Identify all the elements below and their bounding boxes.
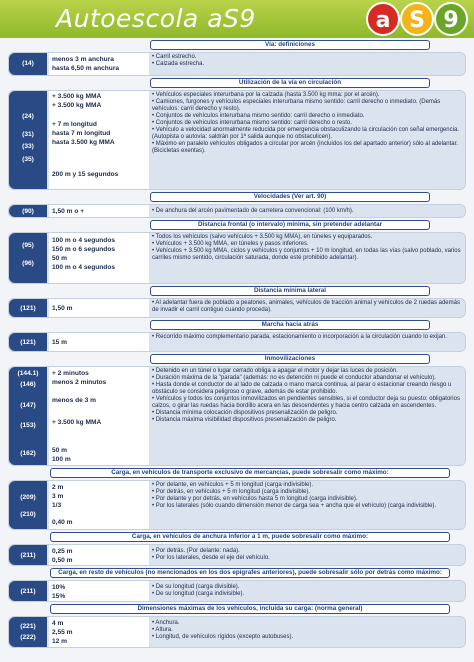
values-column [49, 233, 149, 283]
values-column [49, 205, 149, 217]
section-title: Dimensiones máximas de los vehículos, incluida su carga: (norma general) [50, 604, 450, 614]
article-ref: (221) [20, 623, 36, 630]
section-row [8, 232, 466, 284]
article-refs [9, 205, 47, 217]
description-line: • Por detrás, en vehículos + 5 m longitud (carga indivisible). [152, 488, 311, 495]
article-ref: (144.1) [17, 370, 39, 377]
article-refs [9, 367, 47, 465]
value: 0,25 m [52, 548, 73, 555]
value: + 3.500 kg MMA [52, 102, 102, 109]
article-refs [9, 91, 47, 189]
section-title: Velocidades (Ver art. 90) [150, 192, 430, 202]
article-refs [9, 481, 47, 529]
values-column [49, 617, 149, 647]
values-column [49, 299, 149, 317]
description-line: • Conjuntos de vehículos interurbana mismo sentido: carril derecho o inmediato. [152, 112, 365, 119]
description-line: • De anchura del arcén pavimentado de carretera convencional: (100 km/h). [152, 208, 354, 214]
value: 2,55 m [52, 629, 73, 636]
section-row [8, 52, 466, 76]
value: menos 3 m anchura [52, 56, 114, 63]
value: 1,50 m [52, 305, 73, 312]
description-line: • Detenido en un túnel o lugar cerrado obliga a apagar el motor y dejar las luces de posición. [152, 368, 398, 374]
values-column [49, 545, 149, 565]
value: menos de 3 m [52, 397, 96, 404]
article-refs [9, 233, 47, 283]
value: 10% [52, 584, 66, 591]
article-ref: (35) [22, 156, 34, 163]
description-line: • Conjuntos de vehículos interurbana mismo sentido: carril derecho o resto. [152, 119, 352, 126]
section-title: Marcha hacia atrás [150, 320, 430, 330]
description-line: • Por detrás. (Por delante: nada). [152, 548, 240, 554]
section-title: Distancia frontal (o intervalo) mínima, sin pretender adelantar [150, 220, 430, 230]
value: 50 m [52, 447, 68, 454]
article-refs [9, 333, 47, 351]
article-ref: (146) [20, 381, 36, 388]
article-ref: (14) [22, 60, 34, 67]
value: 100 m [52, 456, 71, 463]
values-column [49, 581, 149, 601]
value: + 7 m longitud [52, 121, 97, 128]
description-line: • Vehículos + 3.500 kg MMA, en túneles y pasos inferiores. [152, 240, 309, 247]
value: 15 m [52, 339, 68, 346]
section-title: Carga, en resto de vehículos (no mencionados en los dos epígrafes anteriores), puede sobresalir sólo por detrás como máximo: [50, 568, 450, 578]
article-ref: (222) [20, 634, 36, 641]
description-line: • Por los laterales (sólo cuando dimensión menor de carga sea + ancha que el vehículo) (carga indivisible). [152, 502, 437, 509]
description-line: • Por delante y por detrás, en vehículos hasta 5 m longitud (carga indivisible). [152, 495, 358, 502]
description-line: • Altura. [152, 626, 173, 633]
brand-title: Autoescola aS9 [56, 4, 256, 33]
section-distancia-frontal [0, 220, 474, 284]
description-line: • Camiones, furgones y vehículos especiales interurbana mismo sentido: carril derecho o inmediato. (Demás vehículos: carril derecho y resto). [152, 98, 441, 112]
article-ref: (211) [20, 552, 36, 559]
description [152, 548, 464, 562]
article-ref: (162) [20, 450, 36, 457]
section-distancia-lateral [0, 286, 474, 318]
article-ref: (90) [22, 208, 34, 215]
header-bar [0, 0, 474, 38]
section-row [8, 298, 466, 318]
value: hasta 7 m longitud [52, 130, 111, 137]
section-velocidades [0, 192, 474, 218]
brand-logo [366, 2, 470, 36]
section-row [8, 332, 466, 352]
value: 12 m [52, 638, 68, 645]
description-line: • Vehículos + 3.500 kg MMA, ciclos y vehículos y conjuntos + 10 m longitud, en todas las vías (salvo poblado, varios carriles mismo sentido, circulación saturada, donde esté prohibido adelantar). [152, 247, 461, 261]
value: hasta 6,50 m anchura [52, 65, 120, 72]
value: + 2 minutos [52, 370, 89, 377]
description-line: • Al adelantar fuera de poblado a peatones, animales, vehículos de tracción animal y vehículos de 2 ruedas además de invadir el carril contiguo cuando proceda). [152, 300, 460, 313]
description [152, 208, 464, 215]
section-via-definiciones [0, 40, 474, 76]
description-line: • Máximo en paralelo vehículos obligados a circular por arcén (incluidos los del apartado anterior) sólo al adelantar. (Bicicletas exentas). [152, 140, 458, 154]
description-line: • Por los laterales, desde el eje del vehículo. [152, 554, 270, 561]
values-column [49, 481, 149, 529]
article-ref: (210) [20, 511, 36, 518]
description-line: • Por delante, en vehículos + 5 m longitud (carga indivisible). [152, 482, 314, 488]
section-row [8, 544, 466, 566]
values-column [49, 333, 149, 351]
article-ref: (147) [20, 402, 36, 409]
value: 100 m o 4 segundos [52, 264, 116, 271]
section-title: Carga, en vehículos de transporte exclusivo de mercancías, puede sobresalir como máximo: [50, 468, 450, 478]
value: 150 m o 6 segundos [52, 246, 116, 253]
description-line: • Longitud, de vehículos rígidos (excepto autobuses). [152, 633, 294, 640]
section-row [8, 90, 466, 190]
value: 0,50 m [52, 557, 73, 564]
value: 100 m o 4 segundos [52, 237, 116, 244]
value: + 3.500 kg MMA [52, 93, 102, 100]
section-title: Vía: definiciones [150, 40, 430, 50]
description-line: • Distancia mínima colocación dispositivos presenalización de peligro. [152, 409, 338, 416]
value: 1,50 m o + [52, 208, 85, 215]
values-column [49, 367, 149, 465]
description-line: • Vehículos y todos los conjuntos inmovilizados en pendientes sensibles, si el conductor deja su puesto: obligatorios calzos, o girar las ruedas hacia bordillo acera en las descendentes y hacia centro calzada en ascendentes. [152, 395, 460, 409]
article-refs [9, 53, 47, 75]
value: + 3.500 kg MMA [52, 419, 102, 426]
value: 0,40 m [52, 519, 73, 526]
value: hasta 3.500 kg MMA [52, 139, 115, 146]
value: 50 m [52, 255, 68, 262]
section-title: Carga, en vehículos de anchura inferior a 1 m, puede sobresalir como máximo: [50, 532, 450, 542]
article-refs [9, 545, 47, 565]
values-column [49, 53, 149, 75]
description [152, 234, 464, 262]
description-line: • De su longitud (carga divisible). [152, 584, 240, 590]
section-utilizacion-via [0, 78, 474, 190]
article-ref: (153) [20, 422, 36, 429]
article-ref: (209) [20, 494, 36, 501]
description-line: • Recorrido máximo complementario parada, estacionamiento o incorporación a la circulación cuando lo exijan. [152, 334, 447, 340]
description-line: • Duración máxima de la "parada" (además: no es detención ni puede el conductor abandonar el vehículo). [152, 374, 436, 381]
values-column [49, 91, 149, 189]
logo-letter-s: S [400, 2, 434, 36]
description-line: • Vehículo a velocidad anormalmente reducida por emergencia obstaculizando la circulación con señal emergencia. (Autopista o autovía: saldrán por 1ª salida aunque no obstaculicen). [152, 126, 459, 140]
logo-letter-9: 9 [434, 2, 468, 36]
description [152, 92, 464, 155]
value: 2 m [52, 484, 64, 491]
description-line: • Carril estrecho. [152, 54, 197, 60]
description [152, 368, 464, 424]
description [152, 584, 464, 598]
description [152, 54, 464, 68]
description-line: • Hasta donde el conductor de al lado de calzada o mano marca continua, al parar o estacionar creando riesgo u obstáculo se considera peligroso o grave, además de estar prohibido. [152, 381, 452, 395]
description [152, 620, 464, 641]
description-line: • Vehículos especiales interurbana por la calzada (hasta 3.500 kg mma: por el arcén). [152, 92, 380, 98]
section-carga-resto-vehiculos [0, 568, 474, 602]
description [152, 482, 464, 510]
value: 15% [52, 593, 66, 600]
value: 4 m [52, 620, 64, 627]
article-ref: (211) [20, 588, 36, 595]
section-dimensiones-maximas [0, 604, 474, 648]
section-carga-anchura-inferior [0, 532, 474, 566]
description-line: • Distancia máxima visibilidad dispositivos presenalización de peligro. [152, 416, 337, 423]
section-row [8, 616, 466, 648]
section-title: Utilización de la vía en circulación [150, 78, 430, 88]
description-line: • De su longitud (carga indivisible). [152, 590, 245, 597]
article-ref: (24) [22, 113, 34, 120]
section-row [8, 480, 466, 530]
description-line: • Calzada estrecha. [152, 60, 205, 67]
article-ref: (96) [22, 260, 34, 267]
section-carga-mercancias [0, 468, 474, 530]
section-inmovilizaciones [0, 354, 474, 466]
section-title: Inmovilizaciones [150, 354, 430, 364]
logo-letter-a: a [366, 2, 400, 36]
section-row [8, 366, 466, 466]
article-refs [9, 581, 47, 601]
rules-table [0, 38, 474, 662]
article-ref: (121) [20, 305, 36, 312]
article-ref: (31) [22, 131, 34, 138]
description-line: • Todos los vehículos (salvo vehículos + 3.500 kg MMA), en túneles y equiparados. [152, 234, 373, 240]
section-row [8, 580, 466, 602]
value: 3 m [52, 493, 64, 500]
article-refs [9, 299, 47, 317]
article-refs [9, 617, 47, 647]
value: 200 m y 15 segundos [52, 171, 119, 178]
section-title: Distancia mínima lateral [150, 286, 430, 296]
article-ref: (121) [20, 339, 36, 346]
description [152, 300, 464, 314]
article-ref: (33) [22, 143, 34, 150]
value: 1/3 [52, 502, 62, 509]
article-ref: (95) [22, 242, 34, 249]
section-marcha-atras [0, 320, 474, 352]
value: menos 2 minutos [52, 379, 107, 386]
section-row [8, 204, 466, 218]
description [152, 334, 464, 341]
description-line: • Anchura. [152, 620, 180, 626]
